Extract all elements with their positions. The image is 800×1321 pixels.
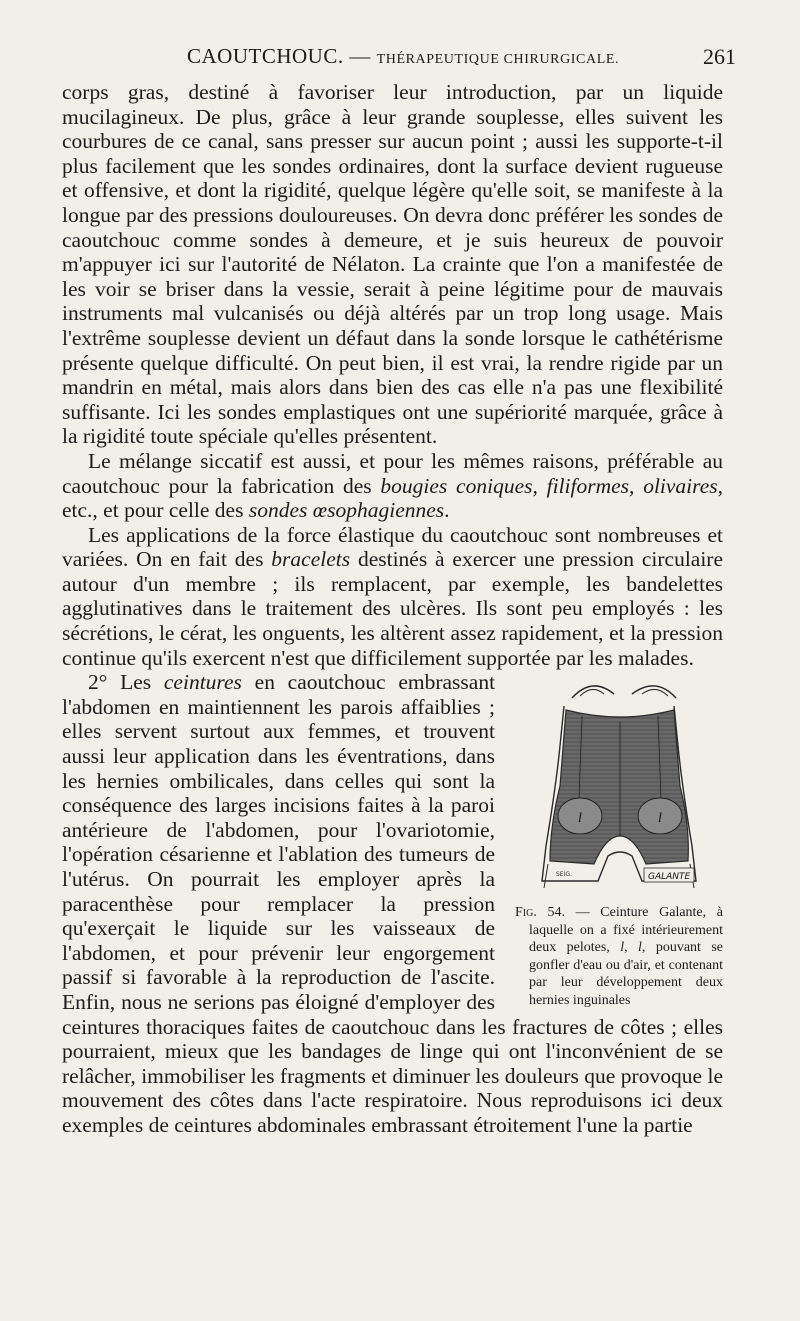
label-galante: GALANTE <box>648 872 691 883</box>
running-header <box>62 44 736 74</box>
leg-left-line <box>544 864 548 888</box>
caption-tail: , pouvant se gonfler d'eau ou d'air, et contenant par leur développement deux hernies inguinales <box>529 940 724 1008</box>
title-main: CAOUTCHOUC. — <box>187 44 371 68</box>
figure-54 <box>515 676 723 1009</box>
belt-hatching <box>550 710 688 864</box>
paragraph-4 <box>62 670 723 1137</box>
paragraph-2 <box>62 449 723 523</box>
caption-l2: l <box>638 940 642 956</box>
body-text <box>62 80 723 1138</box>
p2-italic-sondes: sondes œsophagiennes <box>248 498 445 523</box>
p3-italic-bracelets: bracelets <box>271 547 351 572</box>
p2-sep2: , <box>629 473 635 498</box>
figure-caption <box>515 904 723 1009</box>
caption-sep: , <box>624 940 628 956</box>
p2-end: . <box>444 498 450 523</box>
belt-illustration <box>534 676 704 894</box>
p4-rest: en caoutchouc embrassant l'abdomen en maintiennent les parois affaiblies ; elles servent surtout aux femmes, et trouvent aussi leur application dans les éventrations, dans les hernies ombilicales, dans celles qui sont la conséquence des larges incisions faites à la paroi antérieure de l'abdomen, pour l'ovariotomie, l'opération césarienne et l'ablation des tumeurs de l'utérus. On pourrait les employer après la paracenthèse pour remplacer la pression qu'exerçait le liquide sur les vaisseaux de l'abdomen, et pour prévenir leur engorgement passif si favorable à la reproduction de l'ascite. Enfin, nous ne serions pas éloigné d'employer des ceintures thoraciques faites de caoutchouc dans les fractures de côtes ; elles pourraient, mieux que les bandages de linge qui ont l'inconvénient de se relâcher, immobiliser les fragments et diminuer les douleurs que provoque le mouvement des côtes dans l'acte respiratoire. Nous reproduisons ici deux exemples de ceintures abdominales embrassant étroitement l'une la partie <box>62 670 723 1137</box>
bust-left-shade <box>580 690 604 697</box>
p4-lead: 2° Les <box>88 670 152 695</box>
p4-italic-ceintures: ceintures <box>163 670 242 695</box>
caption-label: Fig. 54. <box>515 905 565 921</box>
paragraph-3 <box>62 523 723 671</box>
p2-italic-filiformes: filiformes <box>546 473 630 498</box>
p2-italic-bougies: bougies coniques <box>380 473 533 498</box>
p3-rest: destinés à exercer une pression circulaire autour d'un membre ; ils remplacent, par exemple, les bandelettes agglutinatives dans le traitement des ulcères. Ils sont peu employés : les sécrétions, le cérat, les onguents, les altèrent assez rapidement, et la pression continue qu'ils exercent n'est que difficilement supportée par les malades. <box>62 547 724 670</box>
running-title <box>187 44 619 69</box>
bust-left-outline <box>572 686 614 698</box>
caption-l1: l <box>620 940 625 956</box>
p3-lead: Les applications de la force élastique du caoutchouc sont nombreuses et variées. On en fait des <box>62 522 723 572</box>
paragraph-1: corps gras, destiné à favoriser leur introduction, par un liquide mucilagineux. De plus, grâce à leur grande souplesse, elles suivent les courbures de ce canal, sans presser sur aucun point ; aussi les supporte-t-il plus facilement que les sondes ordinaires, dont la surface devient rugueuse et offensive, et dont la rigidité, quelque légère qu'elle soit, se manifeste à la longue par des pressions douloureuses. On devra donc préférer les sondes de caoutchouc comme sondes à demeure, et je suis heureux de pouvoir m'appuyer ici sur l'autorité de Nélaton. La crainte que l'on a manifestée de les voir se briser dans la vessie, serait à peine légitime pour de mauvais instruments mal vulcanisés ou déjà altérés par un trop long usage. Mais l'extrême souplesse devient un défaut dans la sonde lorsque le cathétérisme présente quelque difficulté. On peut bien, il est vrai, la rendre rigide par un mandrin en métal, mais alors dans bien des cas elle n'a pas une flexibilité suffisante. Ici les sondes emplastiques ont une supériorité marquée, grâce à la rigidité toute spéciale qu'elles présentent. <box>62 80 723 449</box>
p2-italic-olivaires: olivaires <box>643 473 718 498</box>
pelote-right-label: l <box>658 811 662 827</box>
bust-right-outline <box>632 686 676 698</box>
caption-body: — Ceinture Galante, à laquelle on a fixé intérieurement deux pelotes, <box>529 905 723 956</box>
title-sub: THÉRAPEUTIQUE CHIRURGICALE. <box>376 52 620 67</box>
p2-lead: Le mélange siccatif est aussi, et pour les mêmes raisons, préférable au caoutchouc pour la fabrication des <box>62 448 723 498</box>
pelote-left-label: l <box>578 811 582 827</box>
p2-mid: , etc., et pour celle des <box>62 473 724 523</box>
page-number: 261 <box>703 44 736 69</box>
p2-sep1: , <box>532 473 538 498</box>
engraver-mark: SEIG. <box>556 871 572 879</box>
bust-right-shade <box>642 690 668 697</box>
